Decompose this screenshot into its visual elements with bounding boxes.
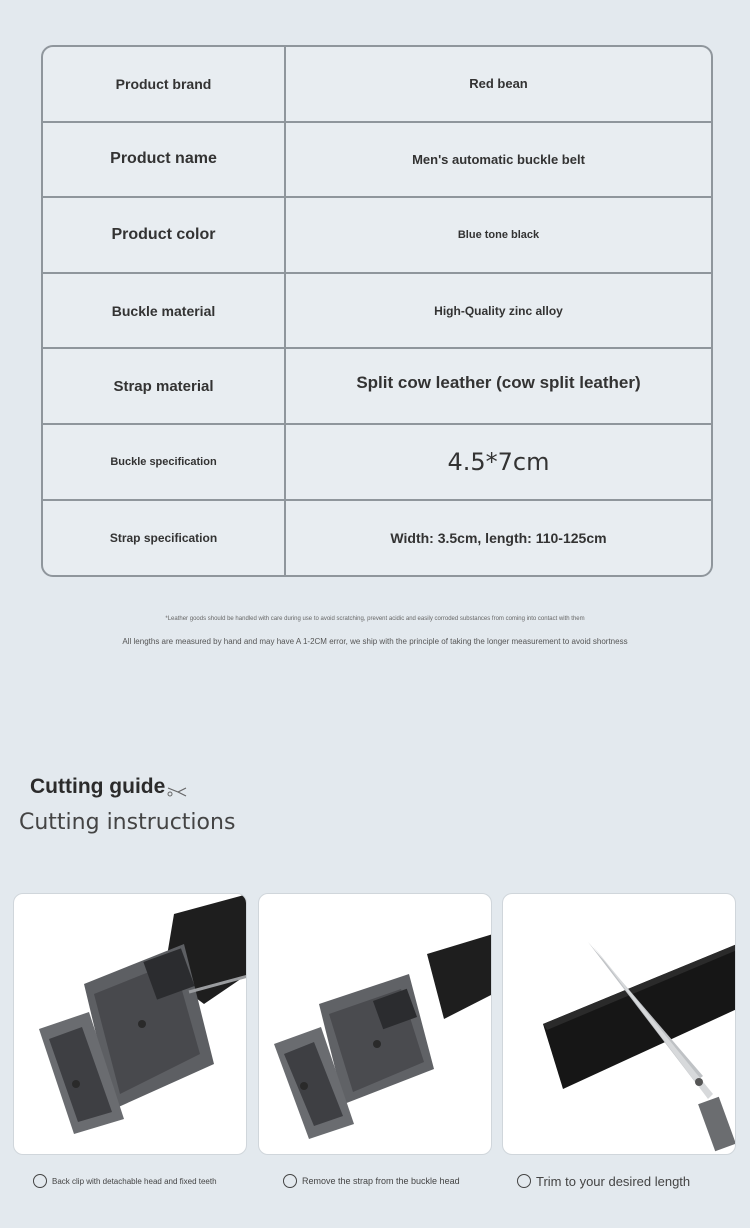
spec-value: Split cow leather (cow split leather) — [356, 373, 641, 393]
spec-value: Width: 3.5cm, length: 110-125cm — [390, 530, 607, 547]
step-1-photo — [13, 893, 247, 1155]
spec-row-strap-spec — [43, 501, 711, 577]
guide-title: Cutting guide — [30, 775, 166, 798]
guide-subtitle: Cutting instructions — [19, 810, 236, 835]
spec-value: High-Quality zinc alloy — [434, 303, 563, 318]
spec-row-name — [43, 123, 711, 199]
spec-label: Product name — [43, 123, 286, 197]
care-note: *Leather goods should be handled with care during use to avoid scratching, prevent acidic and easily corroded substances from coming into contact with them — [165, 616, 585, 622]
step-icon — [283, 1174, 297, 1188]
step-2-photo — [258, 893, 492, 1155]
spec-row-strap-material — [43, 349, 711, 425]
spec-label: Product color — [43, 198, 286, 272]
spec-value: 4.5*7cm — [447, 447, 550, 476]
spec-label: Product brand — [43, 47, 286, 121]
spec-table — [41, 45, 713, 577]
step-2-caption-text: Remove the strap from the buckle head — [302, 1176, 460, 1186]
step-3-caption-text: Trim to your desired length — [536, 1173, 691, 1189]
belt-removed-image — [259, 894, 492, 1155]
spec-label: Buckle material — [43, 274, 286, 348]
step-icon — [517, 1174, 531, 1188]
spec-row-color — [43, 198, 711, 274]
belt-trim-image — [503, 894, 736, 1155]
spec-label: Buckle specification — [43, 425, 286, 499]
spec-label: Strap material — [43, 349, 286, 423]
step-icon — [33, 1174, 47, 1188]
step-1-caption-text: Back clip with detachable head and fixed teeth — [52, 1176, 217, 1186]
spec-value: Blue tone black — [457, 228, 540, 241]
step-2-caption — [283, 1171, 460, 1191]
spec-value: Red bean — [469, 76, 528, 92]
spec-row-buckle-spec — [43, 425, 711, 501]
scissors-icon — [166, 784, 188, 798]
spec-label: Strap specification — [43, 501, 286, 577]
step-3-caption — [517, 1171, 690, 1191]
spec-row-buckle-material — [43, 274, 711, 350]
step-3-photo — [502, 893, 736, 1155]
measurement-note: All lengths are measured by hand and may have A 1-2CM error, we ship with the principle of taking the longer measurement to avoid shortness — [122, 637, 628, 646]
spec-value: Men's automatic buckle belt — [412, 151, 585, 167]
spec-row-brand — [43, 47, 711, 123]
step-1-caption — [33, 1171, 217, 1191]
belt-buckle-image — [14, 894, 247, 1155]
